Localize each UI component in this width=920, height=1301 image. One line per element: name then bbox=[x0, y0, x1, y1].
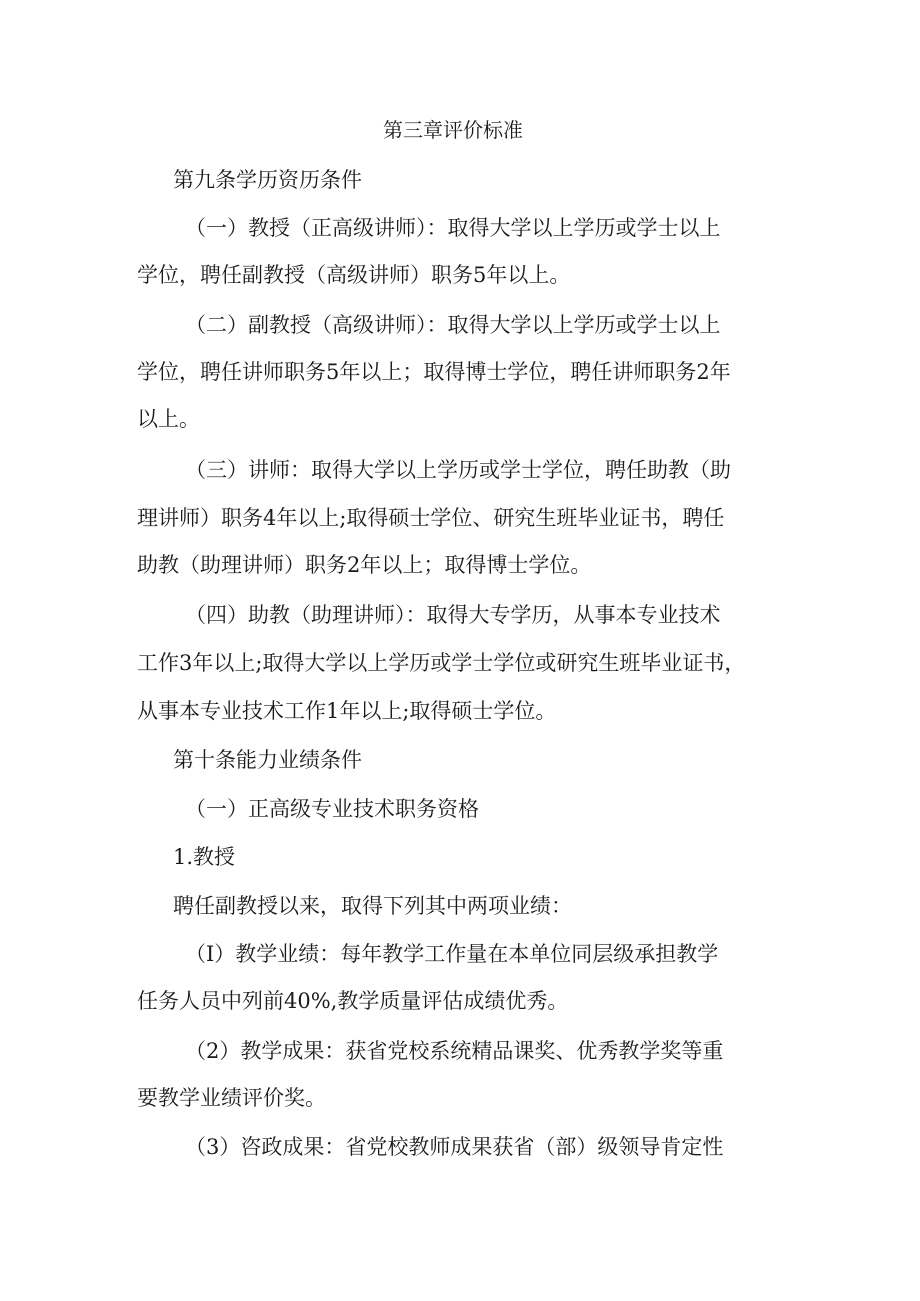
article-9-item-2-line-1: （二）副教授（高级讲师）：取得大学以上学历或学士以上 bbox=[185, 313, 721, 337]
article-10-item-2-line-2: 要教学业绩评价奖。 bbox=[137, 1086, 326, 1110]
article-10-subsection-1-1: 1.教授 bbox=[173, 845, 236, 869]
article-10-item-2-line-1: （2）教学成果：获省党校系统精品课奖、优秀教学奖等重 bbox=[185, 1039, 724, 1063]
article-9-item-3-line-1: （三）讲师：取得大学以上学历或学士学位，聘任助教（助 bbox=[185, 458, 731, 482]
article-9-item-3-line-3: 助教（助理讲师）职务2年以上；取得博士学位。 bbox=[137, 553, 592, 577]
article-9-item-4-line-3: 从事本专业技术工作1年以上;取得硕士学位。 bbox=[137, 699, 557, 723]
article-10-intro: 聘任副教授以来，取得下列其中两项业绩： bbox=[173, 894, 572, 918]
article-9-item-2-line-3: 以上。 bbox=[137, 407, 200, 431]
article-9-item-1-line-2: 学位，聘任副教授（高级讲师）职务5年以上。 bbox=[137, 263, 571, 287]
chapter-title: 第三章评价标准 bbox=[383, 118, 523, 142]
article-10-item-1-line-2: 任务人员中列前40%,教学质量评估成绩优秀。 bbox=[137, 989, 569, 1013]
article-9-item-2-line-2: 学位，聘任讲师职务5年以上；取得博士学位，聘任讲师职务2年 bbox=[137, 360, 731, 384]
article-9-item-1-line-1: （一）教授（正高级讲师）：取得大学以上学历或学士以上 bbox=[185, 216, 721, 240]
article-9-item-4-line-2: 工作3年以上;取得大学以上学历或学士学位或研究生班毕业证书， bbox=[137, 651, 746, 675]
article-10-item-3-line-1: （3）咨政成果：省党校教师成果获省（部）级领导肯定性 bbox=[185, 1135, 724, 1159]
article-9-heading: 第九条学历资历条件 bbox=[173, 168, 362, 192]
article-9-item-4-line-1: （四）助教（助理讲师）：取得大专学历，从事本专业技术 bbox=[185, 603, 721, 627]
article-9-item-3-line-2: 理讲师）职务4年以上;取得硕士学位、研究生班毕业证书，聘任 bbox=[137, 506, 725, 530]
article-10-subsection-1: （一）正高级专业技术职务资格 bbox=[185, 797, 479, 821]
article-10-item-1-line-1: （I）教学业绩：每年教学工作量在本单位同层级承担教学 bbox=[185, 942, 719, 966]
article-10-heading: 第十条能力业绩条件 bbox=[173, 748, 362, 772]
